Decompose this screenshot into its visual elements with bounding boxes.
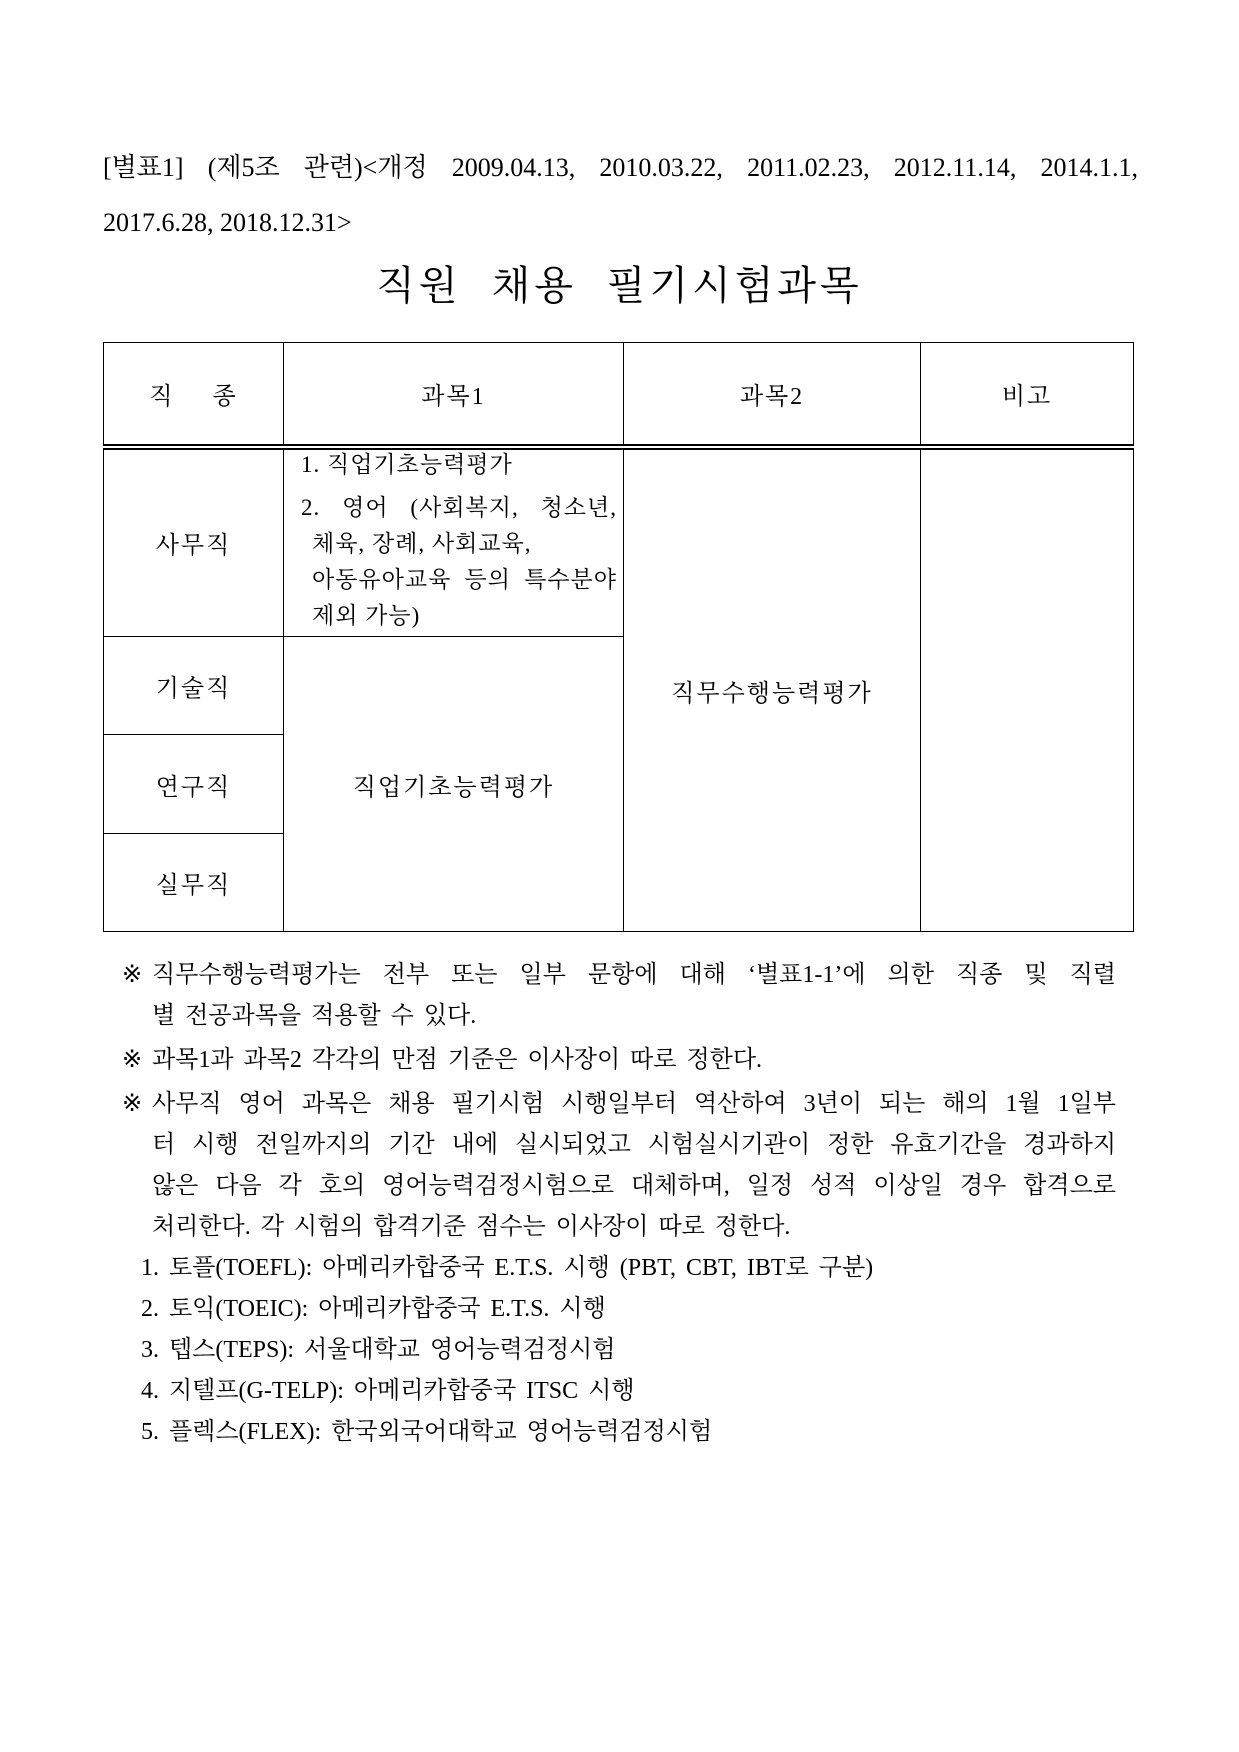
note-1	[122, 955, 1116, 1037]
header-job: 직 종	[104, 343, 284, 447]
note-line: 터 시행 전일까지의 기간 내에 실시되었고 시험실시기관이 정한 유효기간을 경과하지	[152, 1132, 1116, 1158]
exam-item-flex: 5. 플렉스(FLEX): 한국외국어대학교 영어능력검정시험	[141, 1419, 713, 1445]
note-line: 과목1과 과목2 각각의 만점 기준은 이사장이 따로 정한다.	[152, 1047, 763, 1073]
note-marker: ※	[122, 1091, 143, 1117]
note-line: 사무직 영어 과목은 채용 필기시험 시행일부터 역산하여 3년이 되는 해의 1월 1일부	[152, 1091, 1116, 1117]
page-title: 직원 채용 필기시험과목	[376, 263, 863, 308]
cell-job-research: 연구직	[104, 735, 284, 834]
exam-subjects-table	[103, 342, 1134, 932]
note-3	[122, 1084, 1116, 1248]
table-header-row	[104, 343, 1134, 447]
note-2	[122, 1040, 1116, 1081]
cell-subject1-office	[284, 447, 624, 637]
cell-job-office: 사무직	[104, 447, 284, 637]
notes-section	[122, 955, 1116, 1453]
office-subject-item-2-line: 제외 가능)	[312, 602, 421, 628]
exam-item-toeic: 2. 토익(TOEIC): 아메리카합중국 E.T.S. 시행	[141, 1296, 606, 1322]
cell-job-practical: 실무직	[104, 834, 284, 932]
header-remarks: 비고	[921, 343, 1134, 447]
note-line: 않은 다음 각 호의 영어능력검정시험으로 대체하며, 일정 성적 이상일 경우 합격으로	[152, 1173, 1116, 1199]
cell-subject1-other-jobs: 직업기초능력평가	[284, 637, 624, 932]
exam-item-gtelp: 4. 지텔프(G-TELP): 아메리카합중국 ITSC 시행	[141, 1378, 635, 1404]
table-row-office	[104, 447, 1134, 637]
header-subject1: 과목1	[284, 343, 624, 447]
note-line: 직무수행능력평가는 전부 또는 일부 문항에 대해 ‘별표1-1’에 의한 직종 및 직렬	[152, 962, 1116, 988]
office-subject-item-2-line: 2. 영어 (사회복지, 청소년,	[301, 494, 617, 520]
header-subject2: 과목2	[624, 343, 921, 447]
exam-item-toefl: 1. 토플(TOEFL): 아메리카합중국 E.T.S. 시행 (PBT, CBT, IBT로 구분)	[141, 1255, 874, 1281]
office-subject-item-1: 1. 직업기초능력평가	[301, 451, 513, 477]
cell-job-technical: 기술직	[104, 637, 284, 735]
note-line: 별 전공과목을 적용할 수 있다.	[152, 1003, 477, 1029]
english-exam-list	[141, 1248, 1116, 1453]
office-subject-item-2-line: 체육, 장례, 사회교육,	[312, 530, 532, 556]
cell-remarks-empty	[921, 447, 1134, 932]
amendment-header-line-2: 2017.6.28, 2018.12.31>	[103, 208, 352, 237]
note-marker: ※	[122, 962, 143, 988]
amendment-header	[103, 140, 1138, 250]
office-subject-item-2	[301, 490, 617, 634]
cell-subject2-all-jobs: 직무수행능력평가	[624, 447, 921, 932]
note-marker: ※	[122, 1047, 143, 1073]
note-line: 처리한다. 각 시험의 합격기준 점수는 이사장이 따로 정한다.	[152, 1214, 791, 1240]
exam-item-teps: 3. 텝스(TEPS): 서울대학교 영어능력검정시험	[141, 1337, 616, 1363]
office-subject-item-2-line: 아동유아교육 등의 특수분야	[312, 566, 617, 592]
amendment-header-line-1: [별표1] (제5조 관련)<개정 2009.04.13, 2010.03.22, 2011.02.23, 2012.11.14, 2014.1.1,	[103, 153, 1138, 182]
